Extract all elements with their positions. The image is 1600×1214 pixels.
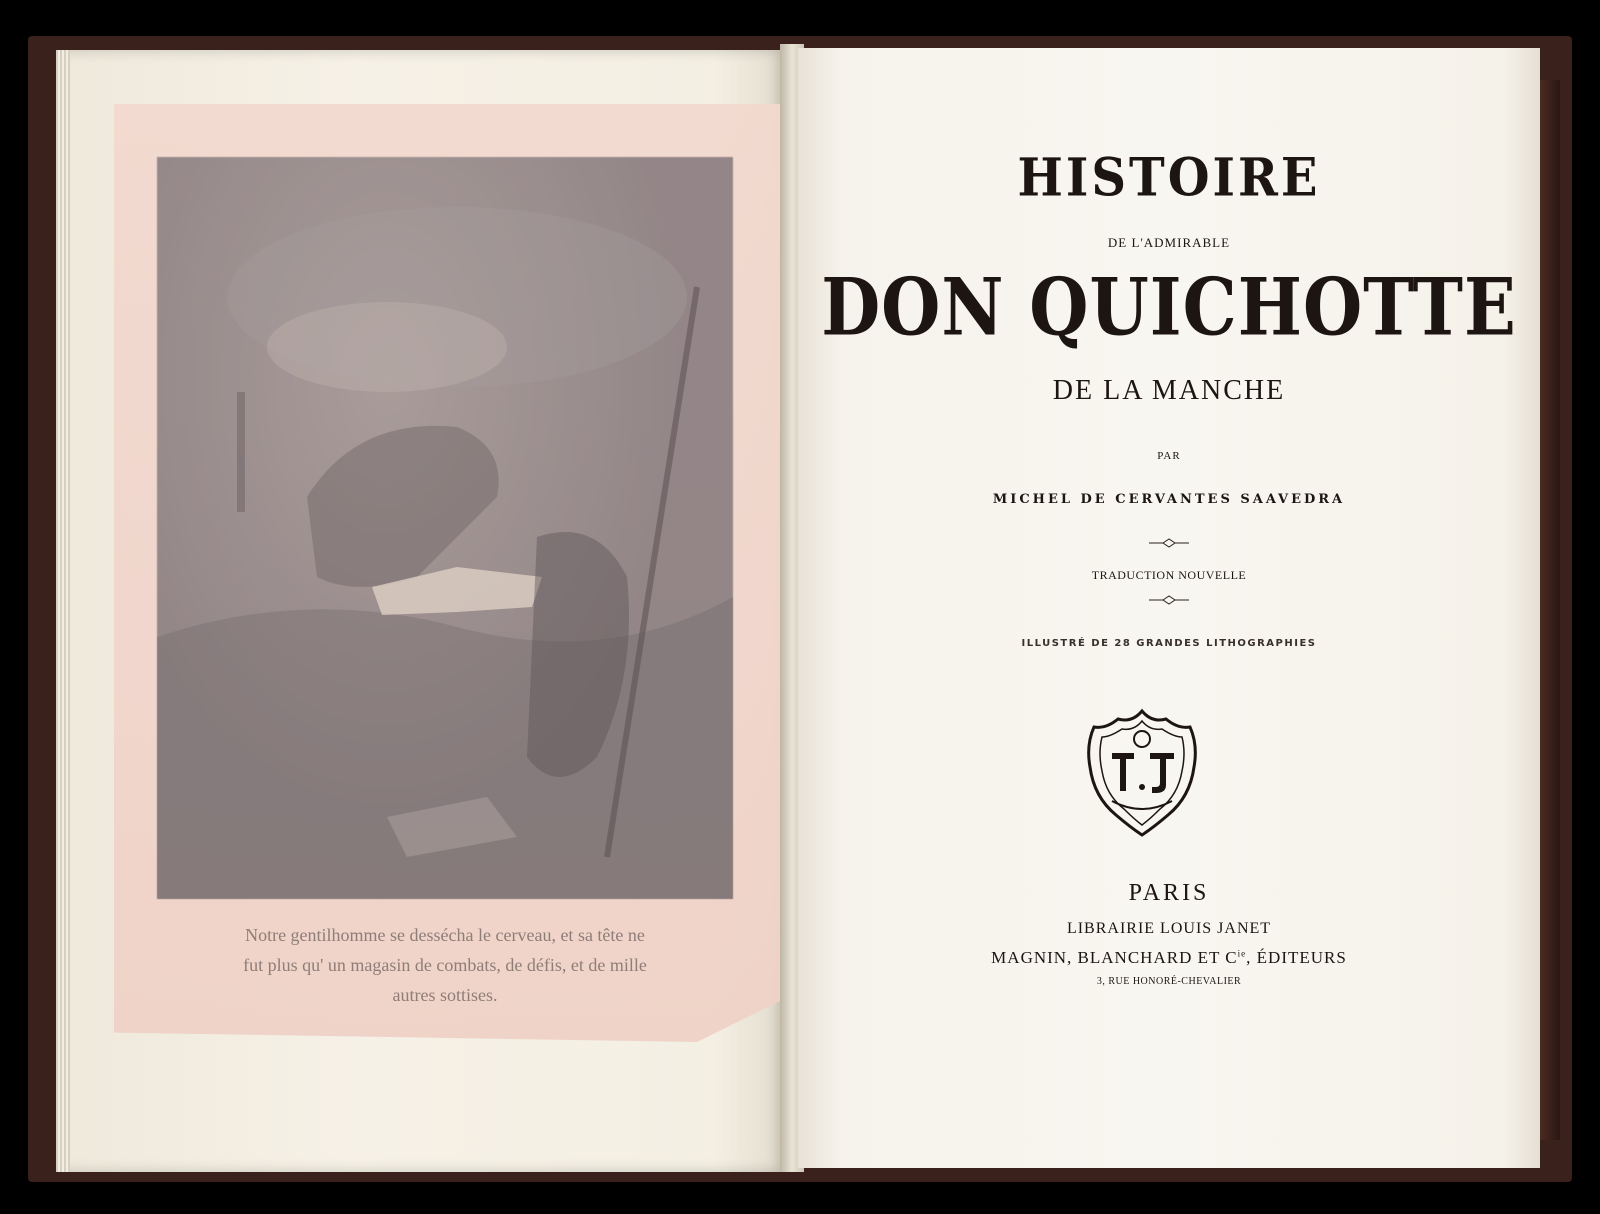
caption-line: Notre gentilhomme se dessécha le cerveau, et sa tête ne xyxy=(245,925,645,945)
ornament-divider-icon xyxy=(798,595,1540,605)
publisher-mark-icon xyxy=(1082,705,1202,839)
imprint-publisher: LIBRAIRIE LOUIS JANET xyxy=(1066,920,1272,937)
ornament-divider-icon xyxy=(798,538,1540,548)
title-histoire: HISTOIRE xyxy=(1017,147,1321,209)
illustration-note: ILLUSTRÉ DE 28 GRANDES LITHOGRAPHIES xyxy=(1021,638,1317,649)
page-edges xyxy=(56,50,70,1172)
title-page xyxy=(798,48,1540,1168)
title-don-quichotte: DON QUICHOTTE xyxy=(821,262,1517,354)
imprint-editors-text: MAGNIN, BLANCHARD ET C xyxy=(991,948,1238,967)
title-de-la-manche: DE LA MANCHE xyxy=(1052,375,1286,406)
title-admirable: DE L'ADMIRABLE xyxy=(1107,235,1231,250)
plate-caption xyxy=(180,920,710,1010)
imprint-address: 3, RUE HONORÉ-CHEVALIER xyxy=(1096,976,1242,987)
translation-note: TRADUCTION NOUVELLE xyxy=(1091,568,1247,582)
imprint-editors-sup: ie xyxy=(1237,948,1247,959)
imprint-editors xyxy=(798,948,1540,968)
frontispiece-illustration xyxy=(157,157,733,899)
caption-line: autres sottises. xyxy=(392,985,498,1005)
caption-line: fut plus qu' un magasin de combats, de défis, et de mille xyxy=(243,955,647,975)
author-name: MICHEL DE CERVANTES SAAVEDRA xyxy=(992,492,1346,507)
imprint-city: PARIS xyxy=(1128,880,1210,906)
title-par: PAR xyxy=(1157,450,1181,462)
imprint-editors-suffix: , ÉDITEURS xyxy=(1246,948,1347,967)
